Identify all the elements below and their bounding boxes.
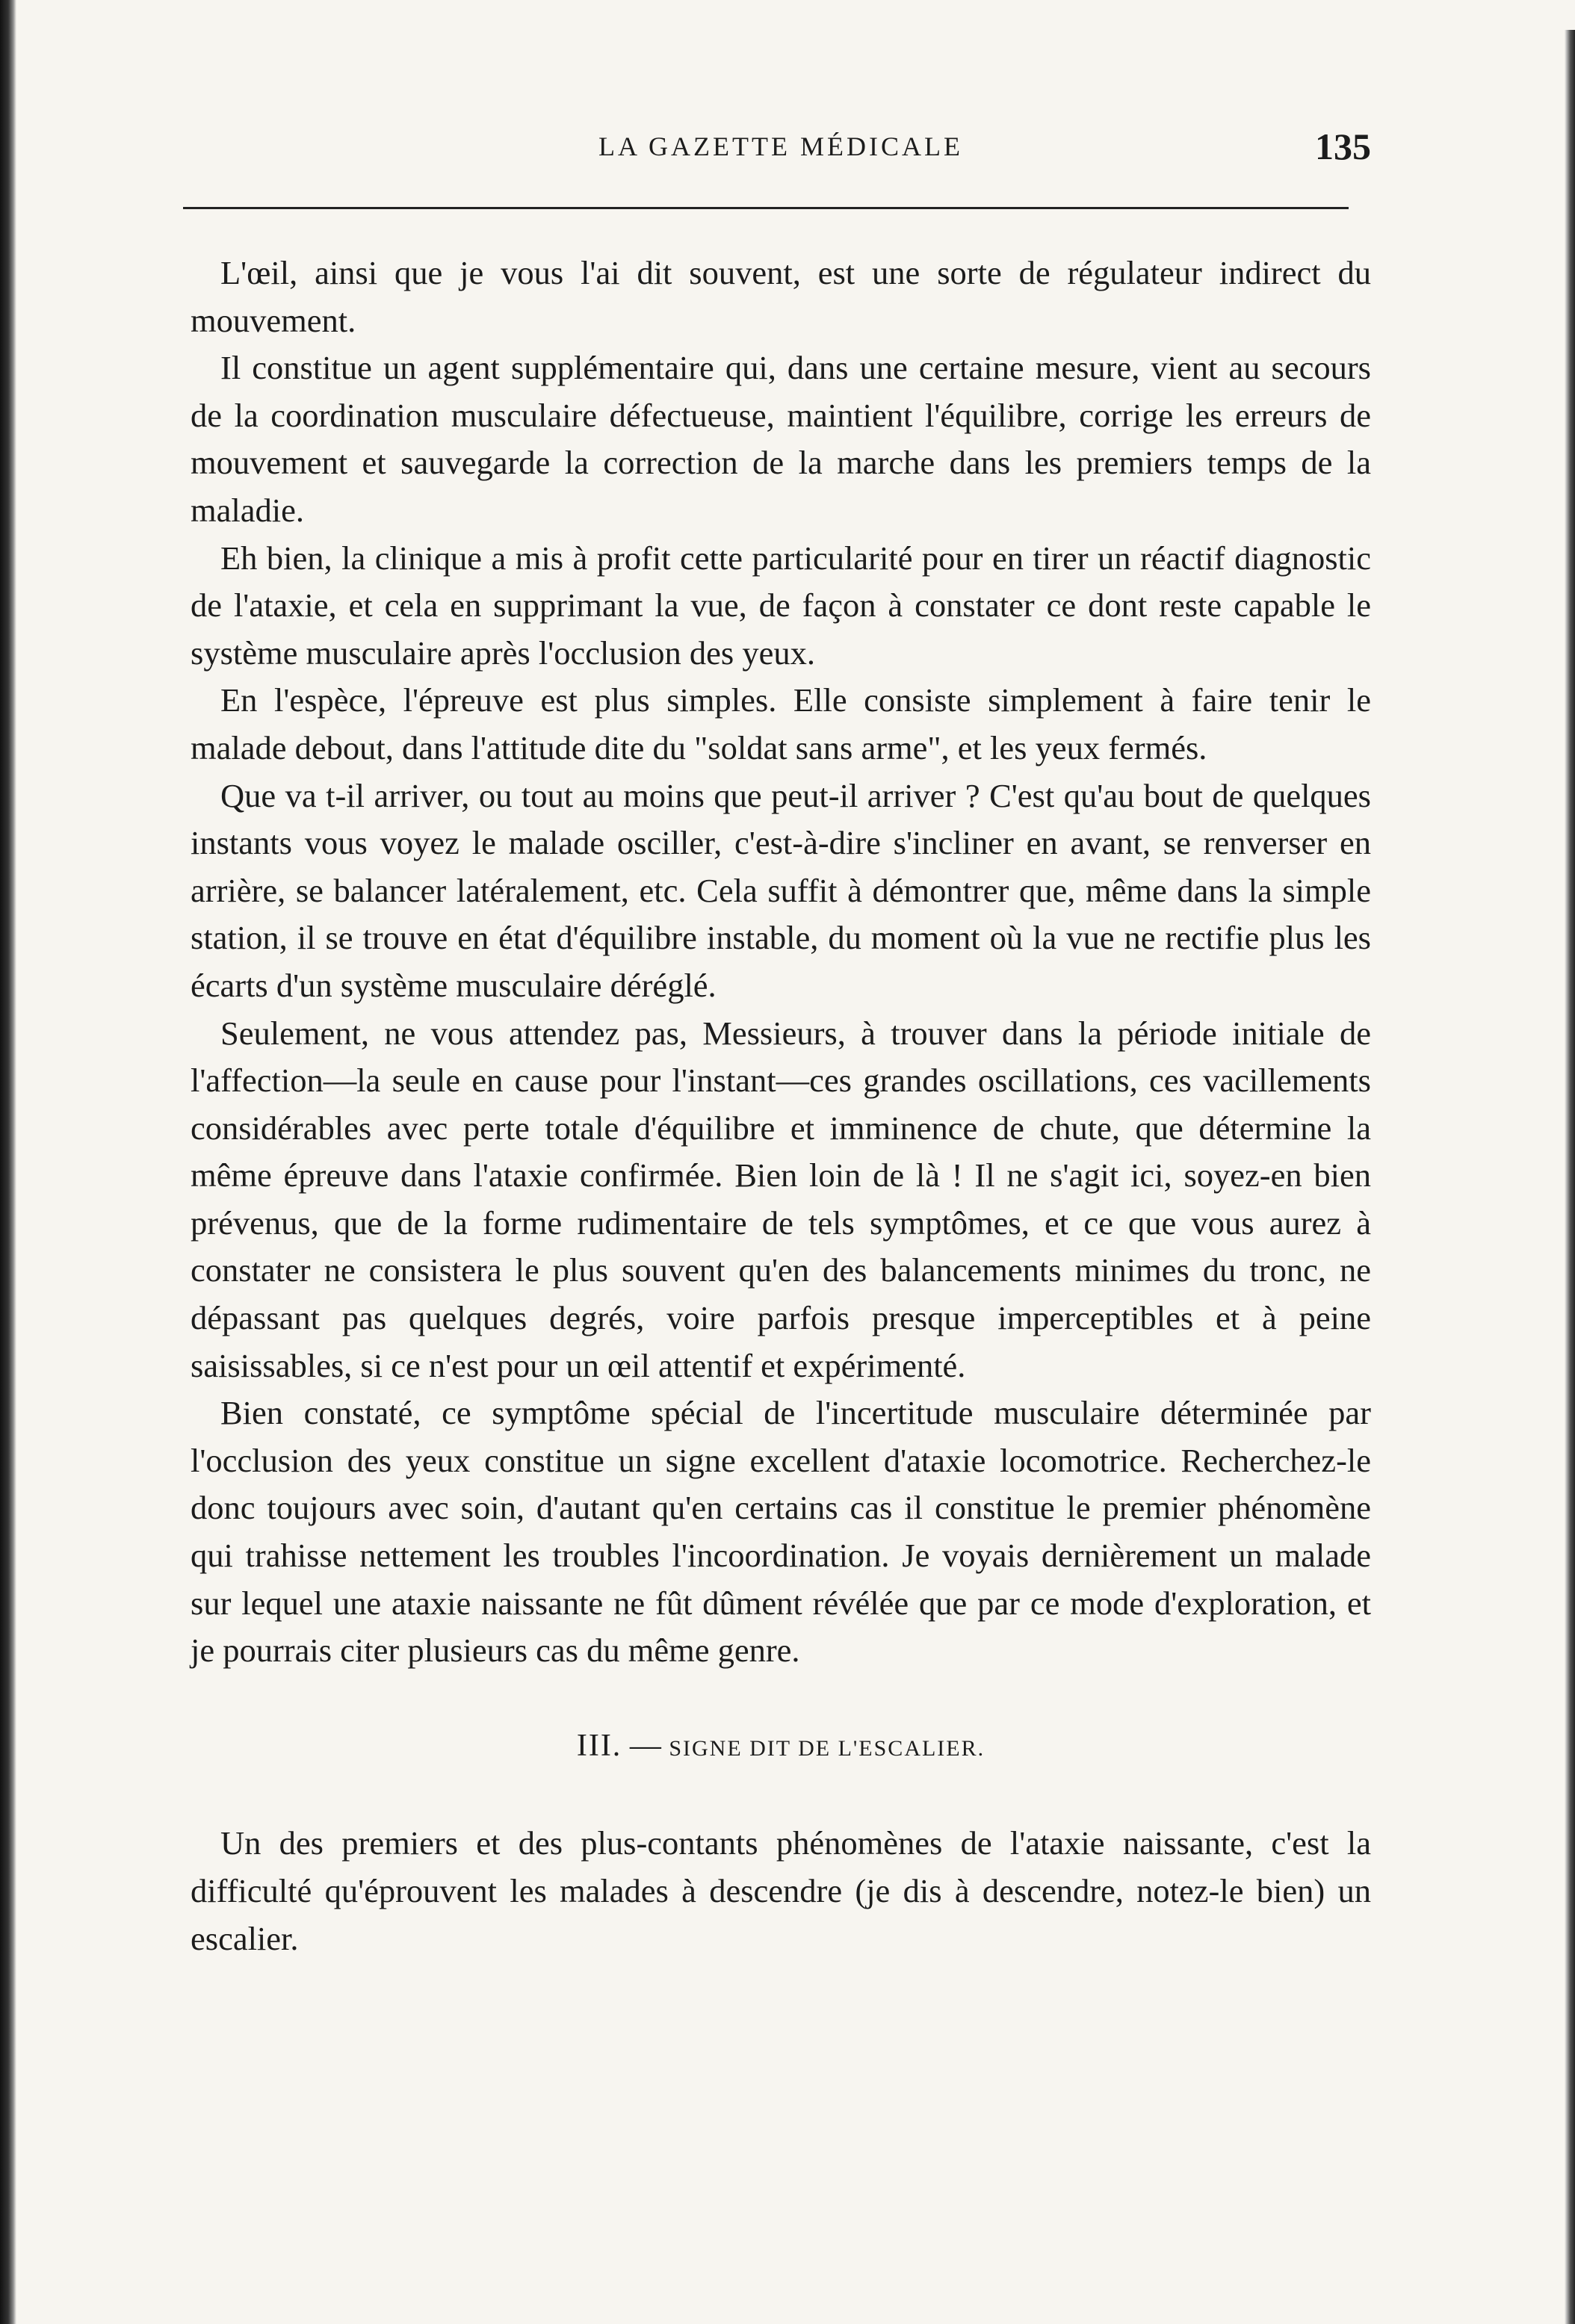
- page-number: 135: [1315, 126, 1371, 167]
- paragraph: Seulement, ne vous attendez pas, Messieurs, à trouver dans la période initiale de l'affection—la seule en cause pour l'instant—ces grandes oscillations, ces vacillements considérables avec perte totale d'équilibre et imminence de chute, que détermine la même épreuve dans l'ataxie confirmée. Bien loin de là ! Il ne s'agit ici, soyez-en bien prévenus, que de la forme rudimentaire de tels symptômes, et ce que vous aurez à constater ne consistera le plus souvent qu'en des balancements minimes du tronc, ne dépassant pas quelques degrés, voire parfois presque imperceptibles et à peine saisissables, si ce n'est pour un œil attentif et expérimenté.: [191, 1014, 1371, 1384]
- paragraph: En l'espèce, l'épreuve est plus simples. Elle consiste simplement à faire tenir le malade debout, dans l'attitude dite du "soldat sans arme", et les yeux fermés.: [191, 681, 1371, 766]
- running-header: [191, 126, 1371, 176]
- section-title: SIGNE DIT DE L'ESCALIER.: [669, 1735, 985, 1761]
- body-text: [191, 250, 1371, 1962]
- book-page: [191, 126, 1371, 1962]
- section-heading: [191, 1723, 1371, 1773]
- scan-edge-left: [0, 0, 16, 2324]
- scan-edge-right: [1565, 30, 1575, 2324]
- section-numeral: III.: [576, 1728, 622, 1763]
- paragraph: Un des premiers et des plus-contants phénomènes de l'ataxie naissante, c'est la difficulté qu'éprouvent les malades à descendre (je dis à descendre, notez-le bien) un escalier.: [191, 1824, 1371, 1957]
- paragraph: Que va t-il arriver, ou tout au moins que peut-il arriver ? C'est qu'au bout de quelques instants vous voyez le malade osciller, c'est-à-dire s'incliner en avant, se renverser en arrière, se balancer latéralement, etc. Cela suffit à démontrer que, même dans la simple station, il se trouve en état d'équilibre instable, du moment où la vue ne rectifie plus les écarts d'un système musculaire déréglé.: [191, 776, 1371, 1004]
- paragraph: Eh bien, la clinique a mis à profit cette particularité pour en tirer un réactif diagnostic de l'ataxie, et cela en supprimant la vue, de façon à constater ce dont reste capable le système musculaire après l'occlusion des yeux.: [191, 539, 1371, 672]
- section-dash: —: [629, 1728, 661, 1763]
- paragraph: Bien constaté, ce symptôme spécial de l'incertitude musculaire déterminée par l'occlusion des yeux constitue un signe excellent d'ataxie locomotrice. Recherchez-le donc toujours avec soin, d'autant qu'en certains cas il constitue le premier phénomène qui trahisse nettement les troubles l'incoordination. Je voyais dernièrement un malade sur lequel une ataxie naissante ne fût dûment révélée que par ce mode d'exploration, et je pourrais citer plusieurs cas du même genre.: [191, 1394, 1371, 1670]
- paragraph: Il constitue un agent supplémentaire qui, dans une certaine mesure, vient au secours de la coordination musculaire défectueuse, maintient l'équilibre, corrige les erreurs de mouvement et sauvegarde la correction de la marche dans les premiers temps de la maladie.: [191, 349, 1371, 529]
- paragraph: L'œil, ainsi que je vous l'ai dit souvent, est une sorte de régulateur indirect du mouvement.: [191, 254, 1371, 339]
- running-title: LA GAZETTE MÉDICALE: [598, 131, 963, 161]
- header-rule: [183, 207, 1349, 209]
